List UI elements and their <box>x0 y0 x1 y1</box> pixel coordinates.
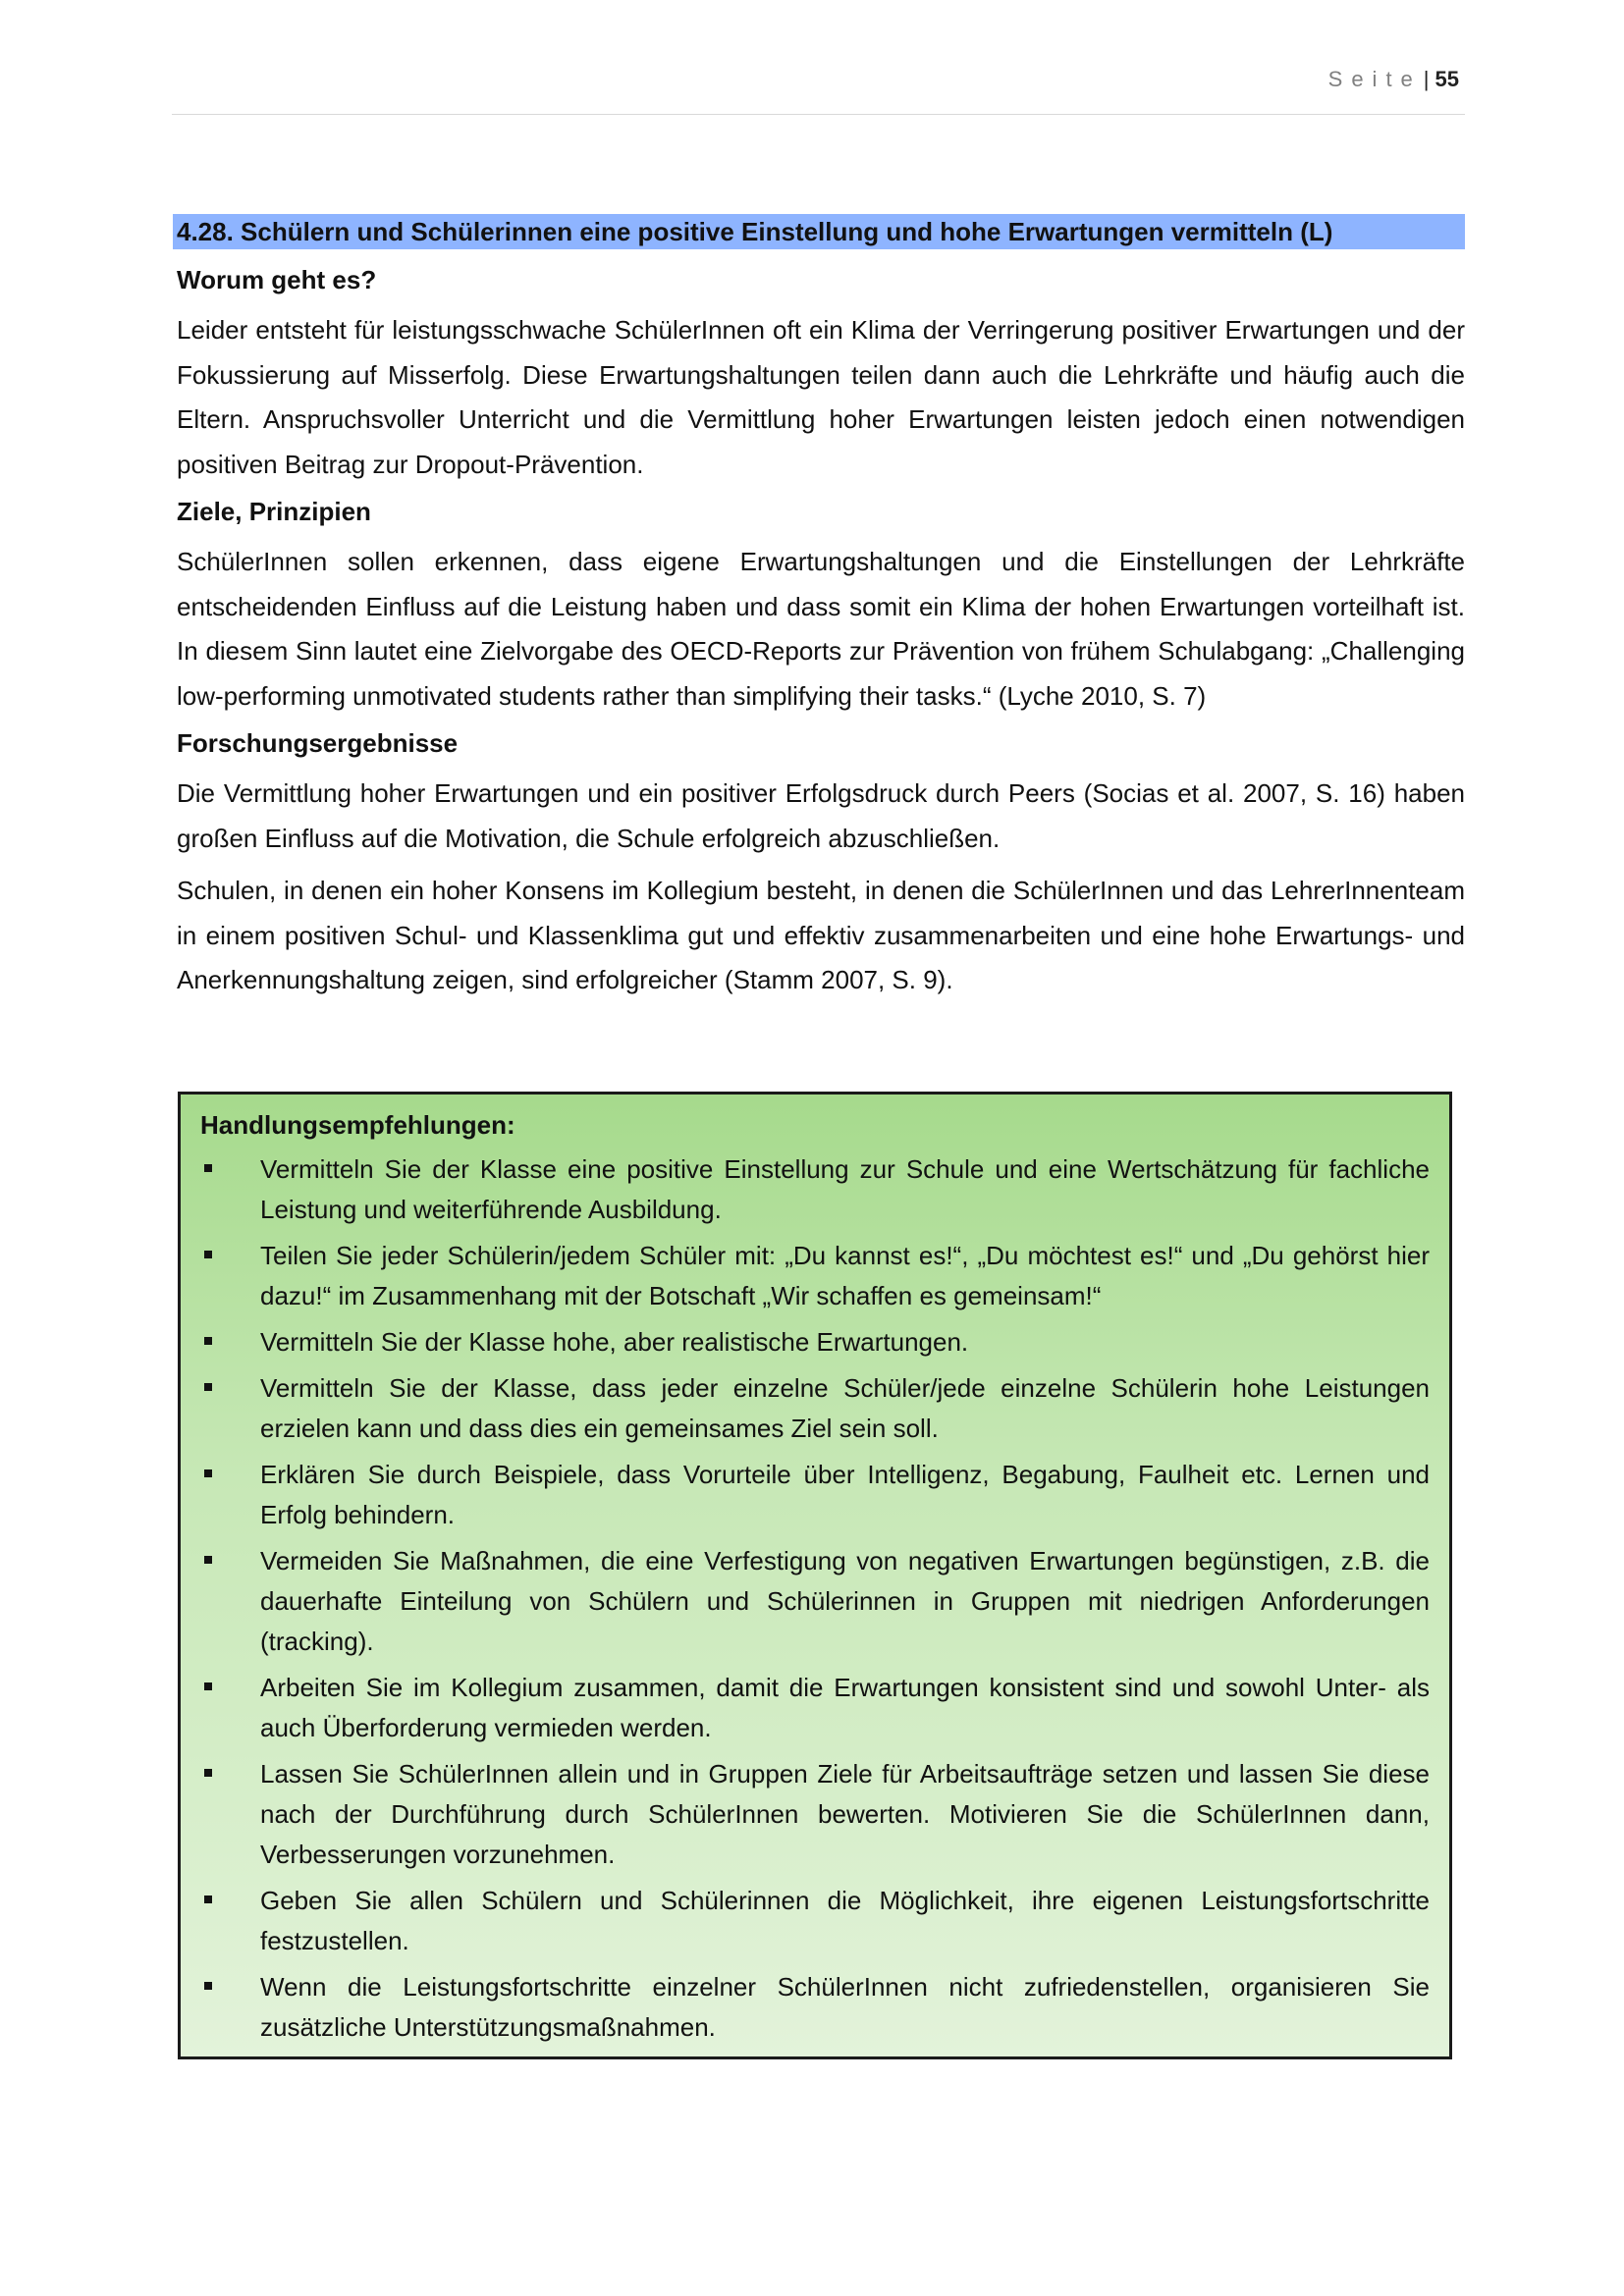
list-item-text: Arbeiten Sie im Kollegium zusammen, damit die Erwartungen konsistent sind und sowohl Unter- als auch Überforderung vermieden werden. <box>260 1673 1430 1742</box>
list-item-text: Vermitteln Sie der Klasse eine positive Einstellung zur Schule und eine Wertschätzung für fachliche Leistung und weiterführende Ausbildung. <box>260 1154 1430 1224</box>
list-item-text: Wenn die Leistungsfortschritte einzelner SchülerInnen nicht zufriedenstellen, organisieren Sie zusätzliche Unterstützungsmaßnahmen. <box>260 1972 1430 2042</box>
heading-ziele: Ziele, Prinzipien <box>177 497 371 526</box>
heading-worum: Worum geht es? <box>177 265 377 294</box>
paragraph-worum: Leider entsteht für leistungsschwache SchülerInnen oft ein Klima der Verringerung positiver Erwartungen und der Fokussierung auf Misserfolg. Diese Erwartungshaltungen teilen dann auch die Lehrkräfte und häufig auch die Eltern. Anspruchsvoller Unterricht und die Vermittlung hoher Erwartungen leisten jedoch einen notwendigen positiven Beitrag zur Dropout-Prävention. <box>177 315 1465 479</box>
square-bullet-icon <box>204 1251 212 1258</box>
list-item-text: Vermitteln Sie der Klasse hohe, aber realistische Erwartungen. <box>260 1327 969 1357</box>
heading-forschung: Forschungsergebnisse <box>177 728 459 758</box>
square-bullet-icon <box>204 1896 212 1903</box>
page-word: Seite <box>1327 67 1422 91</box>
list-item <box>200 1149 1430 1230</box>
main-content <box>173 214 1465 1011</box>
square-bullet-icon <box>204 1556 212 1564</box>
square-bullet-icon <box>204 1469 212 1477</box>
list-item-text: Geben Sie allen Schülern und Schülerinnen die Möglichkeit, ihre eigenen Leistungsfortschritte festzustellen. <box>260 1886 1430 1955</box>
recommendations-list <box>200 1149 1430 2048</box>
list-item-text: Vermeiden Sie Maßnahmen, die eine Verfestigung von negativen Erwartungen begünstigen, z.B. die dauerhafte Einteilung von Schülern und Schülerinnen in Gruppen mit niedrigen Anforderungen (tracking). <box>260 1546 1430 1656</box>
recommendations-box <box>178 1092 1452 2059</box>
paragraph-forschung-2: Schulen, in denen ein hoher Konsens im Kollegium besteht, in denen die SchülerInnen und das LehrerInnenteam in einem positiven Schul- und Klassenklima gut und effektiv zusammenarbeiten und eine hohe Erwartungs- und Anerkennungshaltung zeigen, sind erfolgreicher (Stamm 2007, S. 9). <box>177 876 1465 994</box>
list-item <box>200 1967 1430 2048</box>
list-item <box>200 1668 1430 1748</box>
page-number: 55 <box>1435 67 1459 91</box>
list-item-text: Erklären Sie durch Beispiele, dass Vorurteile über Intelligenz, Begabung, Faulheit etc. Lernen und Erfolg behindern. <box>260 1460 1430 1529</box>
list-item <box>200 1541 1430 1662</box>
square-bullet-icon <box>204 1769 212 1777</box>
square-bullet-icon <box>204 1164 212 1172</box>
list-item-text: Vermitteln Sie der Klasse, dass jeder einzelne Schüler/jede einzelne Schülerin hohe Leistungen erzielen kann und dass dies ein gemeinsames Ziel sein soll. <box>260 1373 1430 1443</box>
list-item <box>200 1236 1430 1316</box>
paragraph-ziele: SchülerInnen sollen erkennen, dass eigene Erwartungshaltungen und die Einstellungen der Lehrkräfte entscheidenden Einfluss auf die Leistung haben und dass somit ein Klima der hohen Erwartungen vorteilhaft ist. In diesem Sinn lautet eine Zielvorgabe des OECD-Reports zur Prävention von frühem Schulabgang: „Challenging low-performing unmotivated students rather than simplifying their tasks.“ (Lyche 2010, S. 7) <box>177 547 1465 711</box>
page-number-label <box>1328 67 1459 92</box>
page-separator: | <box>1423 67 1430 91</box>
square-bullet-icon <box>204 1682 212 1690</box>
list-item <box>200 1322 1430 1362</box>
recommendations-title: Handlungsempfehlungen: <box>200 1110 515 1140</box>
list-item-text: Lassen Sie SchülerInnen allein und in Gruppen Ziele für Arbeitsaufträge setzen und lassen Sie diese nach der Durchführung durch SchülerInnen bewerten. Motivieren Sie die SchülerInnen dann, Verbesserungen vorzunehmen. <box>260 1759 1430 1869</box>
section-title: 4.28. Schülern und Schülerinnen eine positive Einstellung und hohe Erwartungen vermitteln (L) <box>173 214 1465 249</box>
page-header <box>172 61 1465 115</box>
paragraph-forschung-1: Die Vermittlung hoher Erwartungen und ein positiver Erfolgsdruck durch Peers (Socias et al. 2007, S. 16) haben großen Einfluss auf die Motivation, die Schule erfolgreich abzuschließen. <box>177 778 1465 853</box>
list-item <box>200 1754 1430 1875</box>
list-item <box>200 1455 1430 1535</box>
list-item <box>200 1368 1430 1449</box>
list-item-text: Teilen Sie jeder Schülerin/jedem Schüler mit: „Du kannst es!“, „Du möchtest es!“ und „Du gehörst hier dazu!“ im Zusammenhang mit der Botschaft „Wir schaffen es gemeinsam!“ <box>260 1241 1430 1310</box>
square-bullet-icon <box>204 1337 212 1345</box>
list-item <box>200 1881 1430 1961</box>
square-bullet-icon <box>204 1383 212 1391</box>
square-bullet-icon <box>204 1982 212 1990</box>
